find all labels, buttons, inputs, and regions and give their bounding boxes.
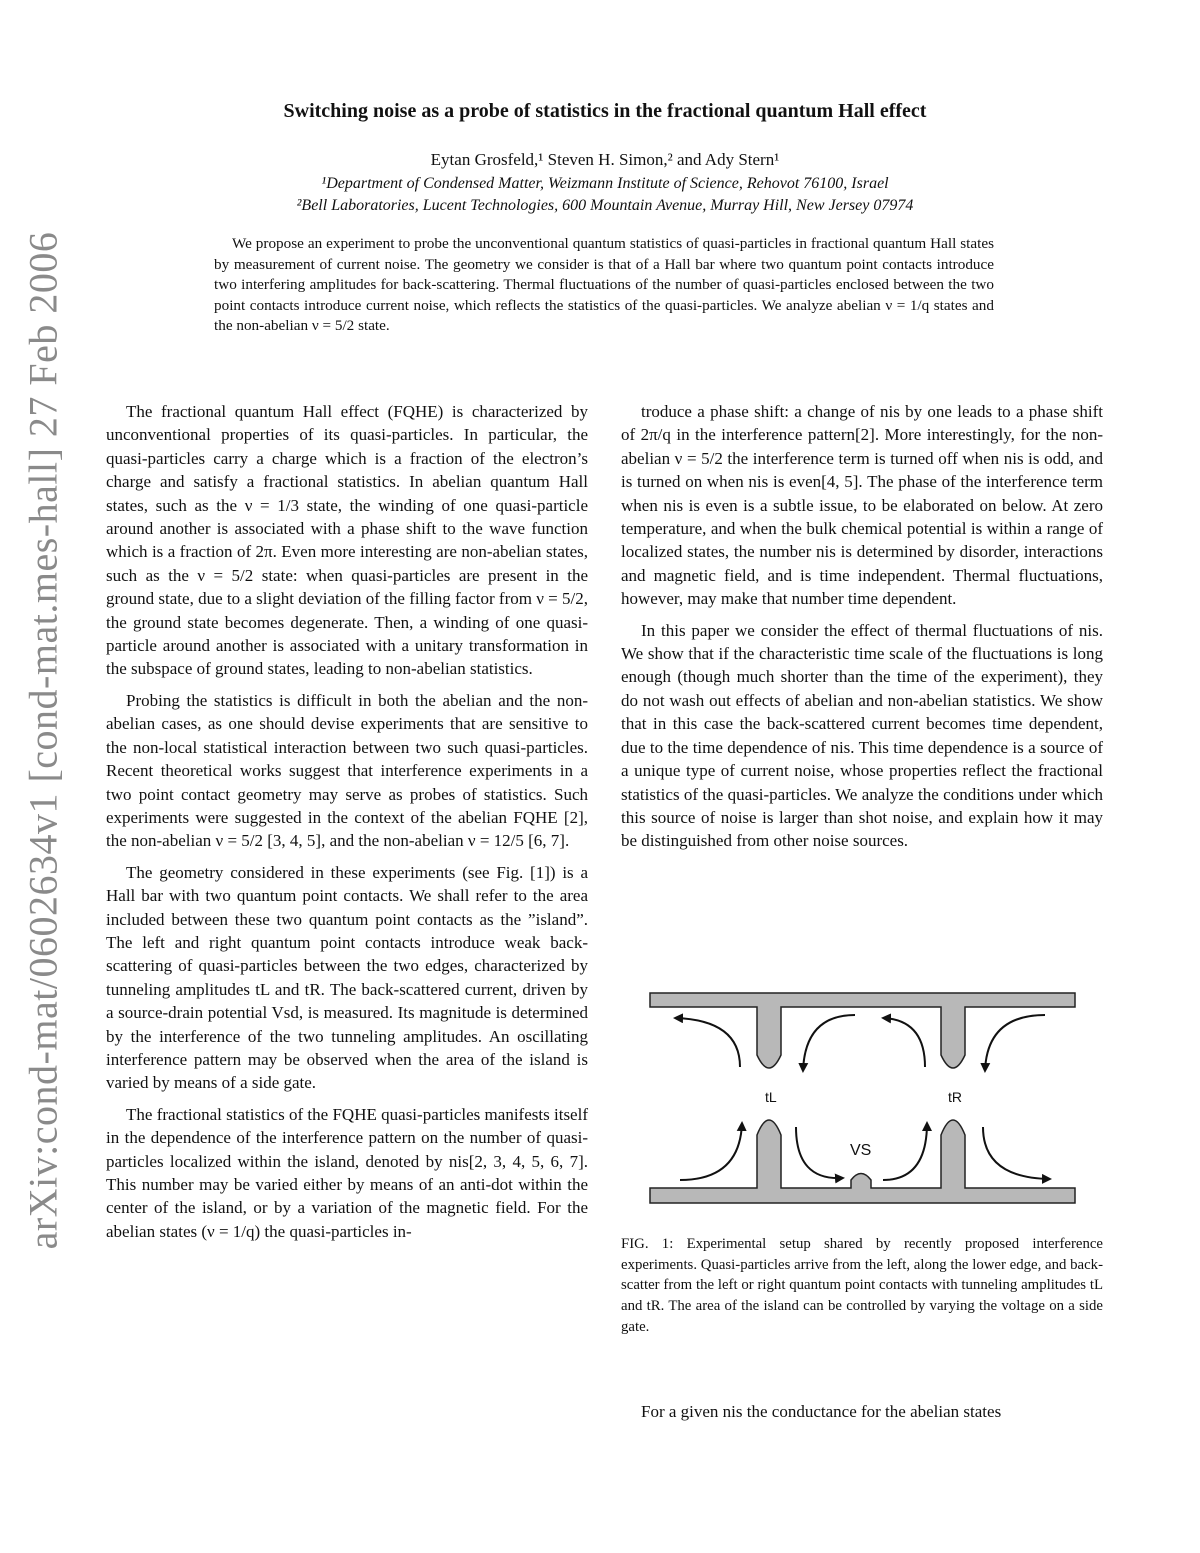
right-column	[621, 400, 1103, 861]
label-tr: tR	[948, 1089, 962, 1105]
arrow-lower-left	[680, 1123, 742, 1180]
figure-caption: FIG. 1: Experimental setup shared by recently proposed interference experiments. Quasi-particles arrive from the left, along the lower edge, and back-scatter from the left or right quantum point contacts with tunneling amplitudes tL and tR. The area of the island can be controlled by varying the voltage on a side gate.	[621, 1236, 1103, 1335]
paragraph: The fractional statistics of the FQHE quasi-particles manifests itself in the dependence of the interference pattern on the number of quasi-particles localized within the island, denoted by nis[2, 3, 4, 5, 6, 7]. This number may be varied either by means of an anti-dot within the center of the island, or by a variation of the magnetic field. For the abelian states (ν = 1/q) the quasi-particles in-	[106, 1104, 588, 1241]
arrow-upper-right	[985, 1015, 1045, 1071]
affiliation-1: ¹Department of Condensed Matter, Weizmann Institute of Science, Rehovot 76100, Israel	[321, 175, 889, 192]
abstract: We propose an experiment to probe the unconventional quantum statistics of quasi-particles in fractional quantum Hall states by measurement of current noise. The geometry we consider is that of a Hall bar where two quantum point contacts introduce two interfering amplitudes for back-scattering. Thermal fluctuations of the number of quasi-particles enclosed between the two point contacts introduce current noise, which reflects the statistics of the quasi-particles. We analyze abelian ν = 1/q states and the non-abelian ν = 5/2 state.	[214, 235, 994, 334]
paragraph: The geometry considered in these experiments (see Fig. [1]) is a Hall bar with two quantum point contacts. We shall refer to the area included between these two quantum point contacts as the ”island”. The left and right quantum point contacts introduce weak back-scattering of quasi-particles between the two edges, characterized by tunneling amplitudes tL and tR. The back-scattered current, driven by a source-drain potential Vsd, is measured. Its magnitude is determined by the interference of the two tunneling amplitudes. An oscillating interference pattern may be observed when the area of the island is varied by means of a side gate.	[106, 862, 588, 1093]
arrow-upper-left	[675, 1018, 740, 1067]
left-column	[106, 400, 588, 1251]
arrow-lower-mid-left	[796, 1127, 843, 1178]
arrow-lower-mid-right	[883, 1123, 927, 1180]
upper-edge-with-contacts	[650, 993, 1075, 1068]
affiliation-2: ²Bell Laboratories, Lucent Technologies, 600 Mountain Avenue, Murray Hill, New Jersey 07974	[296, 197, 914, 214]
arxiv-identifier: arXiv:cond-mat/0602634v1 [cond-mat.mes-hall] 27 Feb 2006	[20, 231, 66, 1249]
figure-1-hall-bar-diagram	[645, 985, 1080, 1210]
paragraph: troduce a phase shift: a change of nis by one leads to a phase shift of 2π/q in the interference pattern[2]. More interestingly, for the non-abelian ν = 5/2 the interference term is turned off when nis is odd, and is turned on when nis is even[4, 5]. The phase of the interference term when nis is even is a subtle issue, to be elaborated on below. At zero temperature, and when the bulk chemical potential is within a range of localized states, the number nis is determined by disorder, interactions and magnetic field, and is time independent. Thermal fluctuations, however, may make that number time dependent.	[621, 402, 1103, 609]
arrow-upper-mid-right	[883, 1018, 925, 1067]
label-tl: tL	[765, 1089, 777, 1105]
arrow-upper-mid-left	[803, 1015, 855, 1071]
label-vs: VS	[850, 1142, 872, 1159]
arrow-lower-right	[983, 1127, 1050, 1179]
paragraph: The fractional quantum Hall effect (FQHE) is characterized by unconventional properties of its quasi-particles. In particular, the quasi-particles carry a charge which is a fraction of the electron’s charge and satisfy a fractional statistics. In abelian quantum Hall states, such as the ν = 1/3 state, the winding of one quasi-particle around another is associated with a phase shift to the wave function which is a fraction of 2π. Even more interesting are non-abelian states, such as the ν = 5/2 state: when quasi-particles are present in the ground state, due to a slight deviation of the filling factor from ν = 5/2, the ground state becomes degenerate. Then, a winding of one quasi-particle around another is associated with a unitary transformation in the subspace of ground states, leading to non-abelian statistics.	[106, 402, 588, 679]
lower-edge-with-contacts	[650, 1120, 1075, 1203]
author-list: Eytan Grosfeld,¹ Steven H. Simon,² and Ady Stern¹	[430, 150, 780, 169]
continuing-text: For a given nis the conductance for the abelian states	[641, 1402, 1002, 1421]
paper-title: Switching noise as a probe of statistics in the fractional quantum Hall effect	[283, 100, 927, 122]
paragraph: In this paper we consider the effect of thermal fluctuations of nis. We show that if the characteristic time scale of the fluctuations is long enough (though much shorter than the time of the experiment), they do not wash out effects of abelian and non-abelian statistics. We show that in this case the back-scattered current becomes time dependent, due to the time dependence of nis. This time dependence is a source of a unique type of current noise, whose properties reflect the fractional statistics of the quasi-particles. We analyze the conditions under which this source of noise is larger than shot noise, and explain how it may be distinguished from other noise sources.	[621, 620, 1103, 851]
paragraph: Probing the statistics is difficult in both the abelian and the non-abelian cases, as one should devise experiments that are sensitive to the non-local statistical interaction between two such quasi-particles. Recent theoretical works suggest that interference experiments in a two point contact geometry may serve as probes of statistics. Such experiments were suggested in the context of the abelian FQHE [2], the non-abelian ν = 5/2 [3, 4, 5], and the non-abelian ν = 12/5 [6, 7].	[106, 690, 588, 851]
